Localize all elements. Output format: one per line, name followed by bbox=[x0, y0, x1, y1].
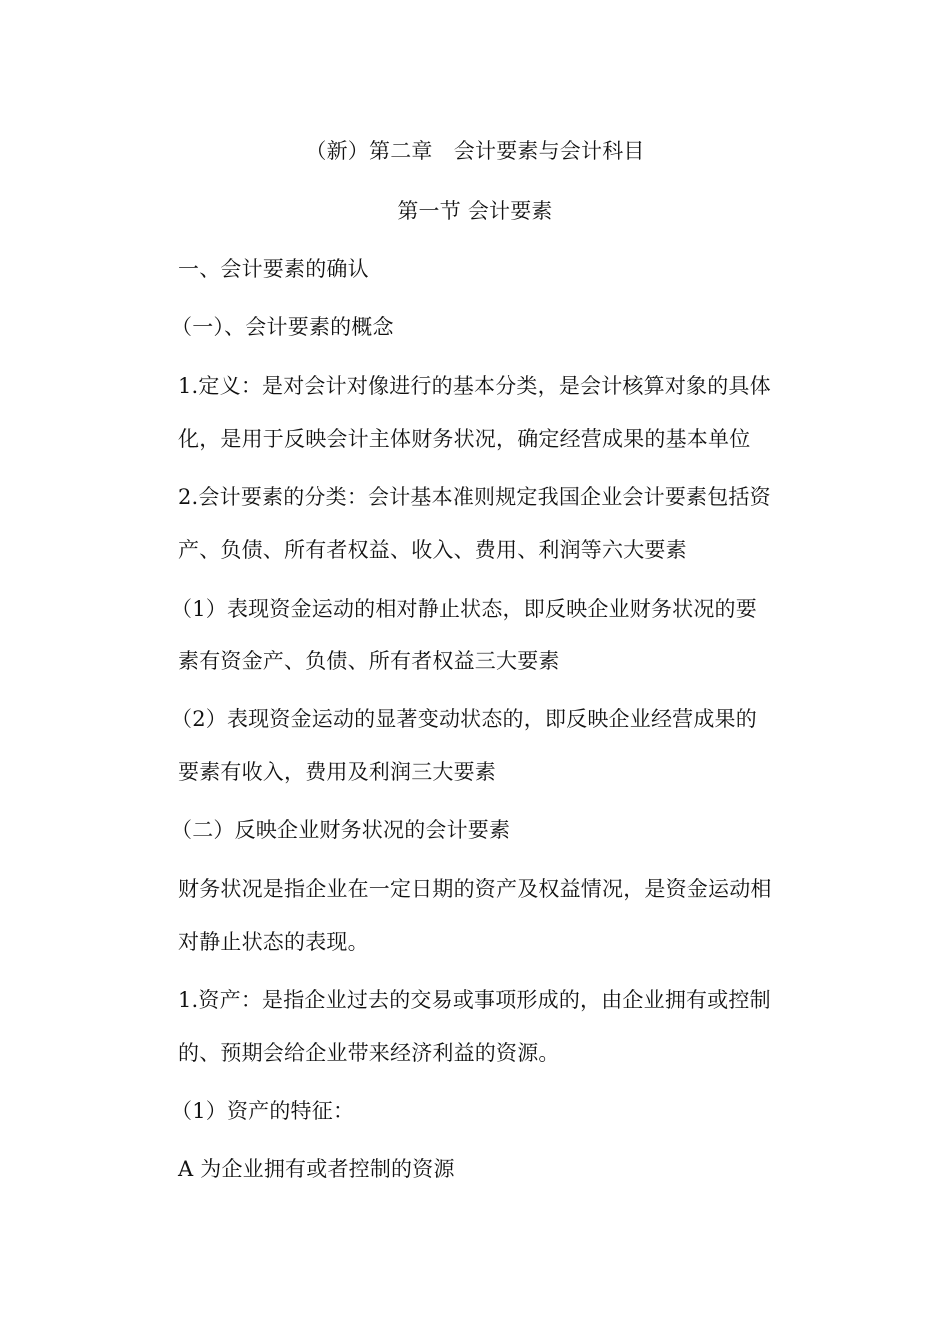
chapter-title: （新）第二章 会计要素与会计科目 bbox=[305, 139, 645, 163]
paragraph-line: 素有资金产、负债、所有者权益三大要素 bbox=[178, 649, 560, 673]
paragraph-line: 化，是用于反映会计主体财务状况，确定经营成果的基本单位 bbox=[178, 427, 751, 451]
paragraph-line: 财务状况是指企业在一定日期的资产及权益情况，是资金运动相 bbox=[178, 877, 772, 901]
paragraph-line: （1）表现资金运动的相对静止状态，即反映企业财务状况的要 bbox=[171, 597, 757, 621]
heading-level-1: 一、会计要素的确认 bbox=[178, 257, 369, 281]
paragraph-line: （1）资产的特征： bbox=[171, 1099, 355, 1123]
paragraph-line: 1.定义：是对会计对像进行的基本分类，是会计核算对象的具体 bbox=[178, 374, 771, 398]
heading-level-2: （一）、会计要素的概念 bbox=[171, 315, 394, 339]
paragraph-line: 的、预期会给企业带来经济利益的资源。 bbox=[178, 1041, 560, 1065]
paragraph-line: 要素有收入，费用及利润三大要素 bbox=[178, 760, 496, 784]
paragraph-line: 1.资产：是指企业过去的交易或事项形成的，由企业拥有或控制 bbox=[178, 988, 771, 1012]
paragraph-line: 对静止状态的表现。 bbox=[178, 930, 369, 954]
paragraph-line: 产、负债、所有者权益、收入、费用、利润等六大要素 bbox=[178, 538, 687, 562]
paragraph-line: A 为企业拥有或者控制的资源 bbox=[178, 1157, 455, 1181]
paragraph-line: 2.会计要素的分类：会计基本准则规定我国企业会计要素包括资 bbox=[178, 485, 771, 509]
section-title: 第一节 会计要素 bbox=[397, 199, 553, 223]
heading-level-2: （二）反映企业财务状况的会计要素 bbox=[171, 818, 511, 842]
paragraph-line: （2）表现资金运动的显著变动状态的，即反映企业经营成果的 bbox=[171, 707, 757, 731]
